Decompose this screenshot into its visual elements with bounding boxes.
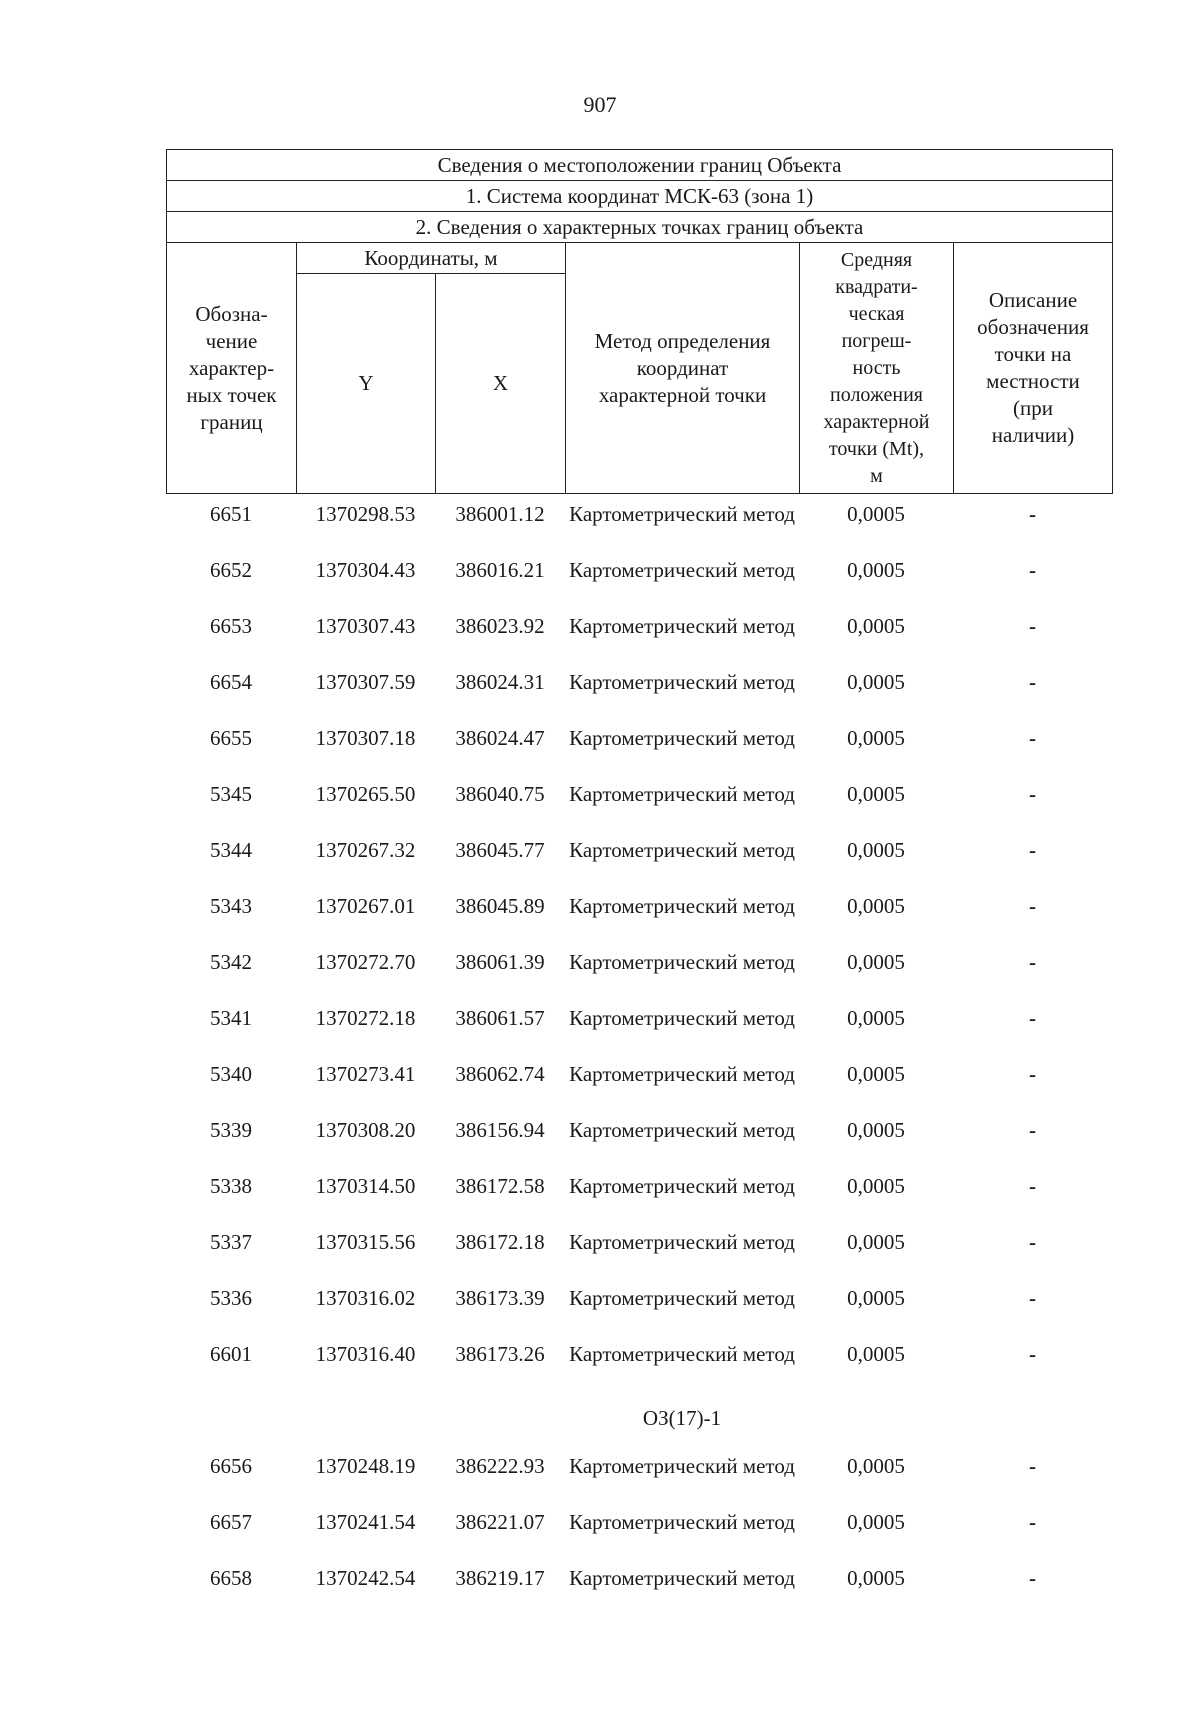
data-area: [166, 500, 1112, 1620]
coord-y: 1370315.56: [315, 1230, 416, 1254]
method: Картометрический метод: [569, 1118, 795, 1142]
table-row: [166, 948, 1112, 1004]
table-row: [166, 1340, 1112, 1396]
col-header-coordinates: Координаты, м: [297, 243, 566, 274]
col-header-error: [800, 243, 954, 494]
table-row: [166, 1228, 1112, 1284]
point-id: 5342: [210, 950, 252, 974]
point-id: 6658: [210, 1566, 252, 1590]
table-row: [166, 892, 1112, 948]
error-value: 0,0005: [847, 1062, 905, 1086]
description: -: [1029, 1342, 1036, 1366]
coord-x: 386023.92: [455, 614, 545, 638]
description: -: [1029, 950, 1036, 974]
table-row: [166, 1564, 1112, 1620]
error-value: 0,0005: [847, 1006, 905, 1030]
coord-x: 386173.39: [455, 1286, 545, 1310]
error-value: 0,0005: [847, 950, 905, 974]
description: -: [1029, 838, 1036, 862]
coord-x: 386001.12: [455, 502, 545, 526]
coord-y: 1370272.18: [315, 1006, 416, 1030]
point-id: 6657: [210, 1510, 252, 1534]
col-header-y: Y: [297, 274, 436, 494]
description: -: [1029, 1062, 1036, 1086]
col-header-designation: [167, 243, 297, 494]
description: -: [1029, 1566, 1036, 1590]
description: -: [1029, 1174, 1036, 1198]
description: -: [1029, 1454, 1036, 1478]
method: Картометрический метод: [569, 1230, 795, 1254]
col-header-designation-text: Обозна- чение характер- ных точек границ: [186, 301, 277, 434]
point-id: 6654: [210, 670, 252, 694]
points-title: 2. Сведения о характерных точках границ объекта: [167, 212, 1113, 243]
point-id: 6656: [210, 1454, 252, 1478]
description: -: [1029, 1230, 1036, 1254]
description: -: [1029, 726, 1036, 750]
table-row: [166, 500, 1112, 556]
error-value: 0,0005: [847, 1510, 905, 1534]
method: Картометрический метод: [569, 1286, 795, 1310]
method: Картометрический метод: [569, 726, 795, 750]
coord-x: 386221.07: [455, 1510, 545, 1534]
error-value: 0,0005: [847, 502, 905, 526]
coord-y: 1370307.43: [315, 614, 416, 638]
method: Картометрический метод: [569, 1566, 795, 1590]
coord-x: 386024.31: [455, 670, 545, 694]
coord-y: 1370307.18: [315, 726, 416, 750]
coord-y: 1370316.40: [315, 1342, 416, 1366]
method: Картометрический метод: [569, 950, 795, 974]
coord-y: 1370307.59: [315, 670, 416, 694]
col-header-x: X: [436, 274, 566, 494]
error-value: 0,0005: [847, 894, 905, 918]
table-title: Сведения о местоположении границ Объекта: [167, 150, 1113, 181]
table-row: [166, 1284, 1112, 1340]
coord-y: 1370304.43: [315, 558, 416, 582]
coord-y: 1370308.20: [315, 1118, 416, 1142]
error-value: 0,0005: [847, 1286, 905, 1310]
col-header-description-text: Описание обозначения точки на местности (при наличии): [977, 288, 1089, 447]
coord-y: 1370267.32: [315, 838, 416, 862]
method: Картометрический метод: [569, 1006, 795, 1030]
description: -: [1029, 614, 1036, 638]
coord-y: 1370248.19: [315, 1454, 416, 1478]
description: -: [1029, 502, 1036, 526]
coord-system-title: 1. Система координат МСК-63 (зона 1): [167, 181, 1113, 212]
coord-x: 386222.93: [455, 1454, 545, 1478]
point-id: 5341: [210, 1006, 252, 1030]
error-value: 0,0005: [847, 726, 905, 750]
point-id: 5339: [210, 1118, 252, 1142]
coord-x: 386062.74: [455, 1062, 545, 1086]
error-value: 0,0005: [847, 1454, 905, 1478]
error-value: 0,0005: [847, 558, 905, 582]
method: Картометрический метод: [569, 1062, 795, 1086]
point-id: 6601: [210, 1342, 252, 1366]
method: Картометрический метод: [569, 1510, 795, 1534]
coord-y: 1370242.54: [315, 1566, 416, 1590]
col-header-error-text: Средняя квадрати- ческая погреш- ность положения характерной точки (Mt), м: [823, 248, 930, 487]
error-value: 0,0005: [847, 1118, 905, 1142]
description: -: [1029, 1118, 1036, 1142]
description: -: [1029, 1006, 1036, 1030]
method: Картометрический метод: [569, 782, 795, 806]
col-header-method: [566, 243, 800, 494]
table-row: [166, 1452, 1112, 1508]
point-id: 5345: [210, 782, 252, 806]
error-value: 0,0005: [847, 614, 905, 638]
coord-x: 386045.89: [455, 894, 545, 918]
coord-y: 1370265.50: [315, 782, 416, 806]
method: Картометрический метод: [569, 1454, 795, 1478]
description: -: [1029, 558, 1036, 582]
method: Картометрический метод: [569, 838, 795, 862]
point-id: 6653: [210, 614, 252, 638]
table-row: [166, 556, 1112, 612]
point-id: 6652: [210, 558, 252, 582]
coord-y: 1370241.54: [315, 1510, 416, 1534]
section-label-row: [166, 1396, 1112, 1452]
description: -: [1029, 1510, 1036, 1534]
point-id: 6651: [210, 502, 252, 526]
coord-y: 1370273.41: [315, 1062, 416, 1086]
coord-x: 386061.57: [455, 1006, 545, 1030]
point-id: 5344: [210, 838, 252, 862]
coord-y: 1370298.53: [315, 502, 416, 526]
method: Картометрический метод: [569, 1174, 795, 1198]
coord-x: 386172.18: [455, 1230, 545, 1254]
coord-y: 1370272.70: [315, 950, 416, 974]
error-value: 0,0005: [847, 670, 905, 694]
method: Картометрический метод: [569, 1342, 795, 1366]
description: -: [1029, 1286, 1036, 1310]
coord-x: 386024.47: [455, 726, 545, 750]
point-id: 5336: [210, 1286, 252, 1310]
coord-x: 386045.77: [455, 838, 545, 862]
description: -: [1029, 670, 1036, 694]
coord-x: 386172.58: [455, 1174, 545, 1198]
error-value: 0,0005: [847, 1174, 905, 1198]
point-id: 5337: [210, 1230, 252, 1254]
coord-x: 386040.75: [455, 782, 545, 806]
coord-y: 1370267.01: [315, 894, 416, 918]
coord-x: 386219.17: [455, 1566, 545, 1590]
col-header-method-text: Метод определения координат характерной точки: [594, 328, 771, 407]
coord-y: 1370314.50: [315, 1174, 416, 1198]
error-value: 0,0005: [847, 782, 905, 806]
error-value: 0,0005: [847, 1230, 905, 1254]
method: Картометрический метод: [569, 502, 795, 526]
table-row: [166, 780, 1112, 836]
table-row: [166, 836, 1112, 892]
error-value: 0,0005: [847, 838, 905, 862]
point-id: 5340: [210, 1062, 252, 1086]
table-row: [166, 1116, 1112, 1172]
table-row: [166, 1060, 1112, 1116]
table-row: [166, 724, 1112, 780]
rows-container: [166, 500, 1112, 1396]
method: Картометрический метод: [569, 558, 795, 582]
description: -: [1029, 894, 1036, 918]
header-table: [166, 149, 1113, 494]
coord-x: 386173.26: [455, 1342, 545, 1366]
error-value: 0,0005: [847, 1566, 905, 1590]
section-rows-container: [166, 1452, 1112, 1620]
method: Картометрический метод: [569, 670, 795, 694]
point-id: 5338: [210, 1174, 252, 1198]
section-label: ОЗ(17)-1: [642, 1406, 722, 1430]
coord-y: 1370316.02: [315, 1286, 416, 1310]
col-header-description: [954, 243, 1113, 494]
method: Картометрический метод: [569, 894, 795, 918]
point-id: 5343: [210, 894, 252, 918]
point-id: 6655: [210, 726, 252, 750]
table-row: [166, 668, 1112, 724]
error-value: 0,0005: [847, 1342, 905, 1366]
description: -: [1029, 782, 1036, 806]
coord-x: 386061.39: [455, 950, 545, 974]
page-number: 907: [583, 92, 617, 117]
table-row: [166, 1508, 1112, 1564]
coord-x: 386016.21: [455, 558, 545, 582]
table-row: [166, 612, 1112, 668]
method: Картометрический метод: [569, 614, 795, 638]
coord-x: 386156.94: [455, 1118, 545, 1142]
table-row: [166, 1004, 1112, 1060]
table-row: [166, 1172, 1112, 1228]
